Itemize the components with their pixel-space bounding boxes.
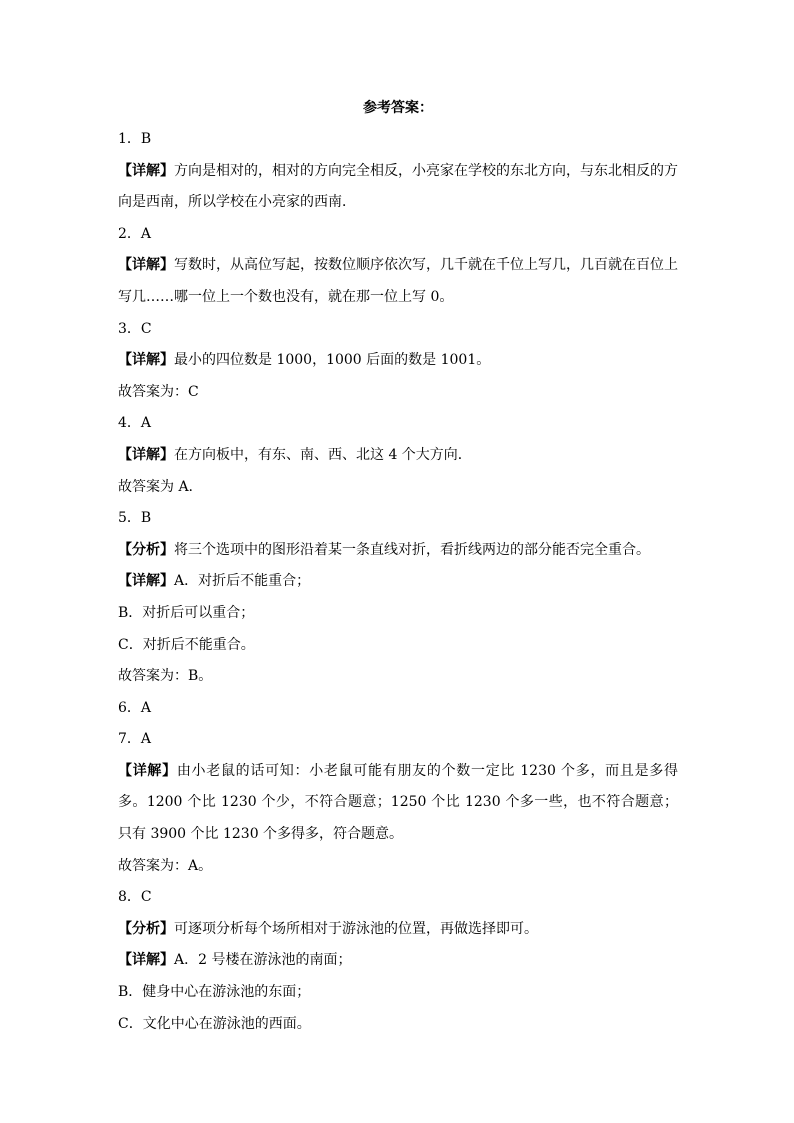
answer-5-analysis [118, 535, 678, 567]
explanation-text: A．对折后不能重合； [174, 573, 311, 590]
analysis-text: 将三个选项中的图形沿着某一条直线对折，看折线两边的部分能否完全重合。 [174, 541, 650, 558]
detail-tag: 【详解】 [118, 762, 177, 779]
answer-3-explanation [118, 345, 678, 377]
answer-2-label: 2．A [118, 225, 152, 242]
explanation-text: 方向是相对的，相对的方向完全相反，小亮家在学校的东北方向，与东北相反的方向是西南，所以学校在小亮家的西南． [118, 162, 678, 211]
answer-document [118, 92, 678, 1040]
detail-tag: 【详解】 [118, 352, 174, 369]
answer-5-conclusion: 故答案为：B。 [118, 668, 213, 685]
detail-tag: 【详解】 [118, 952, 174, 969]
answer-8-label: 8．C [118, 889, 152, 906]
detail-tag: 【详解】 [118, 446, 174, 463]
explanation-text: A．2 号楼在游泳池的南面； [174, 952, 352, 969]
answer-5-explanation [118, 566, 678, 598]
answer-3-label: 3．C [118, 320, 152, 337]
answer-5-option-b: B．对折后可以重合； [118, 604, 255, 621]
detail-tag: 【详解】 [118, 162, 174, 179]
answer-7-conclusion: 故答案为：A。 [118, 857, 213, 874]
answer-4-explanation [118, 440, 678, 472]
answer-8-option-b: B．健身中心在游泳池的东面； [118, 984, 311, 1001]
answer-8-analysis [118, 914, 678, 946]
explanation-text: 写数时，从高位写起，按数位顺序依次写，几千就在千位上写几，几百就在百位上写几……哪一位上一个数也没有，就在那一位上写 0。 [118, 257, 678, 305]
answer-4-conclusion: 故答案为 A. [118, 478, 194, 495]
answer-6-label: 6．A [118, 699, 152, 716]
explanation-text: 最小的四位数是 1000，1000 后面的数是 1001。 [174, 352, 491, 369]
answer-7-label: 7．A [118, 731, 152, 748]
answer-5-option-c: C．对折后不能重合。 [118, 636, 255, 653]
analysis-text: 可逐项分析每个场所相对于游泳池的位置，再做选择即可。 [174, 920, 538, 937]
answer-8-explanation [118, 945, 678, 977]
answer-1-explanation [118, 156, 678, 219]
answer-5-label: 5．B [118, 510, 152, 527]
analysis-tag: 【分析】 [118, 920, 174, 937]
detail-tag: 【详解】 [118, 573, 174, 590]
answer-4-label: 4．A [118, 415, 152, 432]
page-title: 参考答案： [363, 100, 433, 116]
explanation-text: 由小老鼠的话可知：小老鼠可能有朋友的个数一定比 1230 个多，而且是多得多。1200 个比 1230 个少，不符合题意；1250 个比 1230 个多一些，也不符合题意；只有 3900 个比 1230 个多得多，符合题意。 [118, 762, 679, 843]
answer-2-explanation [118, 250, 678, 313]
explanation-text: 在方向板中，有东、南、西、北这 4 个大方向． [174, 446, 472, 463]
answer-3-conclusion: 故答案为：C [118, 383, 199, 400]
answer-7-explanation [118, 756, 678, 851]
detail-tag: 【详解】 [118, 257, 174, 274]
answer-8-option-c: C．文化中心在游泳池的西面。 [118, 1015, 311, 1032]
analysis-tag: 【分析】 [118, 541, 174, 558]
answer-1-label: 1．B [118, 131, 152, 147]
